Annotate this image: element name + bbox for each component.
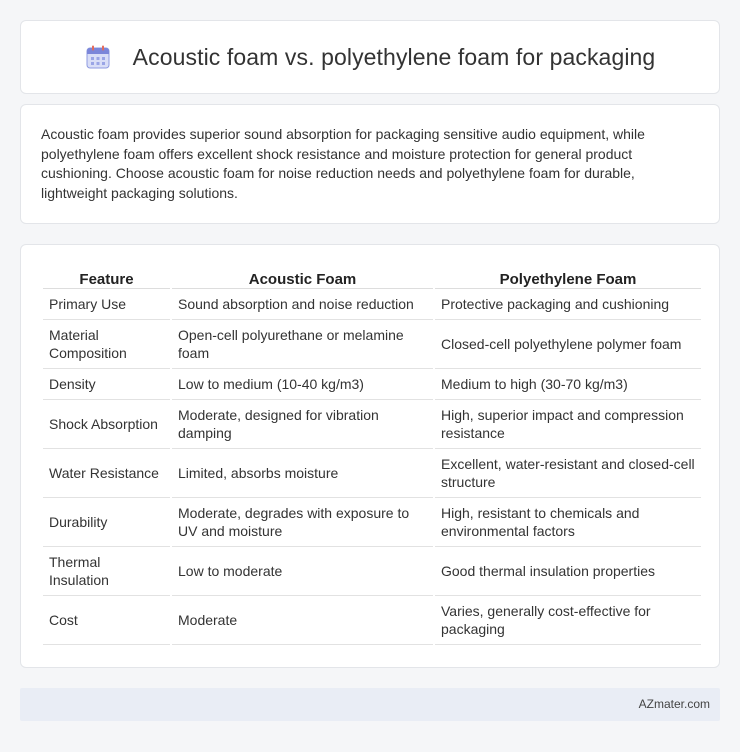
row-feature: Shock Absorption [43, 400, 170, 449]
comparison-table-card [20, 244, 720, 668]
table-row [43, 400, 701, 449]
row-polyethylene: Excellent, water-resistant and closed-cell structure [435, 449, 701, 498]
row-acoustic: Moderate, degrades with exposure to UV and moisture [172, 498, 433, 547]
intro-card [20, 104, 720, 224]
table-row [43, 547, 701, 596]
row-acoustic: Open-cell polyurethane or melamine foam [172, 320, 433, 369]
row-feature: Cost [43, 596, 170, 645]
row-feature: Durability [43, 498, 170, 547]
row-feature: Primary Use [43, 289, 170, 320]
header-feature: Feature [43, 265, 170, 289]
table-row [43, 369, 701, 400]
row-feature: Material Composition [43, 320, 170, 369]
table-row [43, 320, 701, 369]
row-acoustic: Limited, absorbs moisture [172, 449, 433, 498]
row-acoustic: Moderate [172, 596, 433, 645]
row-polyethylene: High, superior impact and compression resistance [435, 400, 701, 449]
row-feature: Density [43, 369, 170, 400]
header-acoustic-foam: Acoustic Foam [172, 265, 433, 289]
row-acoustic: Moderate, designed for vibration damping [172, 400, 433, 449]
row-polyethylene: Good thermal insulation properties [435, 547, 701, 596]
table-header-row [43, 265, 701, 289]
footer-bar [20, 688, 720, 721]
row-polyethylene: High, resistant to chemicals and environmental factors [435, 498, 701, 547]
row-acoustic: Sound absorption and noise reduction [172, 289, 433, 320]
calendar-icon [85, 44, 111, 70]
footer-site-name: AZmater.com [638, 697, 710, 711]
table-row [43, 498, 701, 547]
table-row [43, 289, 701, 320]
table-row [43, 449, 701, 498]
row-polyethylene: Varies, generally cost-effective for packaging [435, 596, 701, 645]
row-acoustic: Low to moderate [172, 547, 433, 596]
intro-paragraph: Acoustic foam provides superior sound absorption for packaging sensitive audio equipment, while polyethylene foam offers excellent shock resistance and moisture protection for general product cushioning. Choose acoustic foam for noise reduction needs and polyethylene foam for durable, lightweight packaging solutions. [41, 126, 645, 201]
row-acoustic: Low to medium (10-40 kg/m3) [172, 369, 433, 400]
row-polyethylene: Protective packaging and cushioning [435, 289, 701, 320]
row-feature: Water Resistance [43, 449, 170, 498]
row-feature: Thermal Insulation [43, 547, 170, 596]
comparison-table [41, 265, 703, 645]
title-card [20, 20, 720, 94]
row-polyethylene: Closed-cell polyethylene polymer foam [435, 320, 701, 369]
table-row [43, 596, 701, 645]
page-title: Acoustic foam vs. polyethylene foam for packaging [132, 43, 656, 70]
row-polyethylene: Medium to high (30-70 kg/m3) [435, 369, 701, 400]
header-polyethylene-foam: Polyethylene Foam [435, 265, 701, 289]
